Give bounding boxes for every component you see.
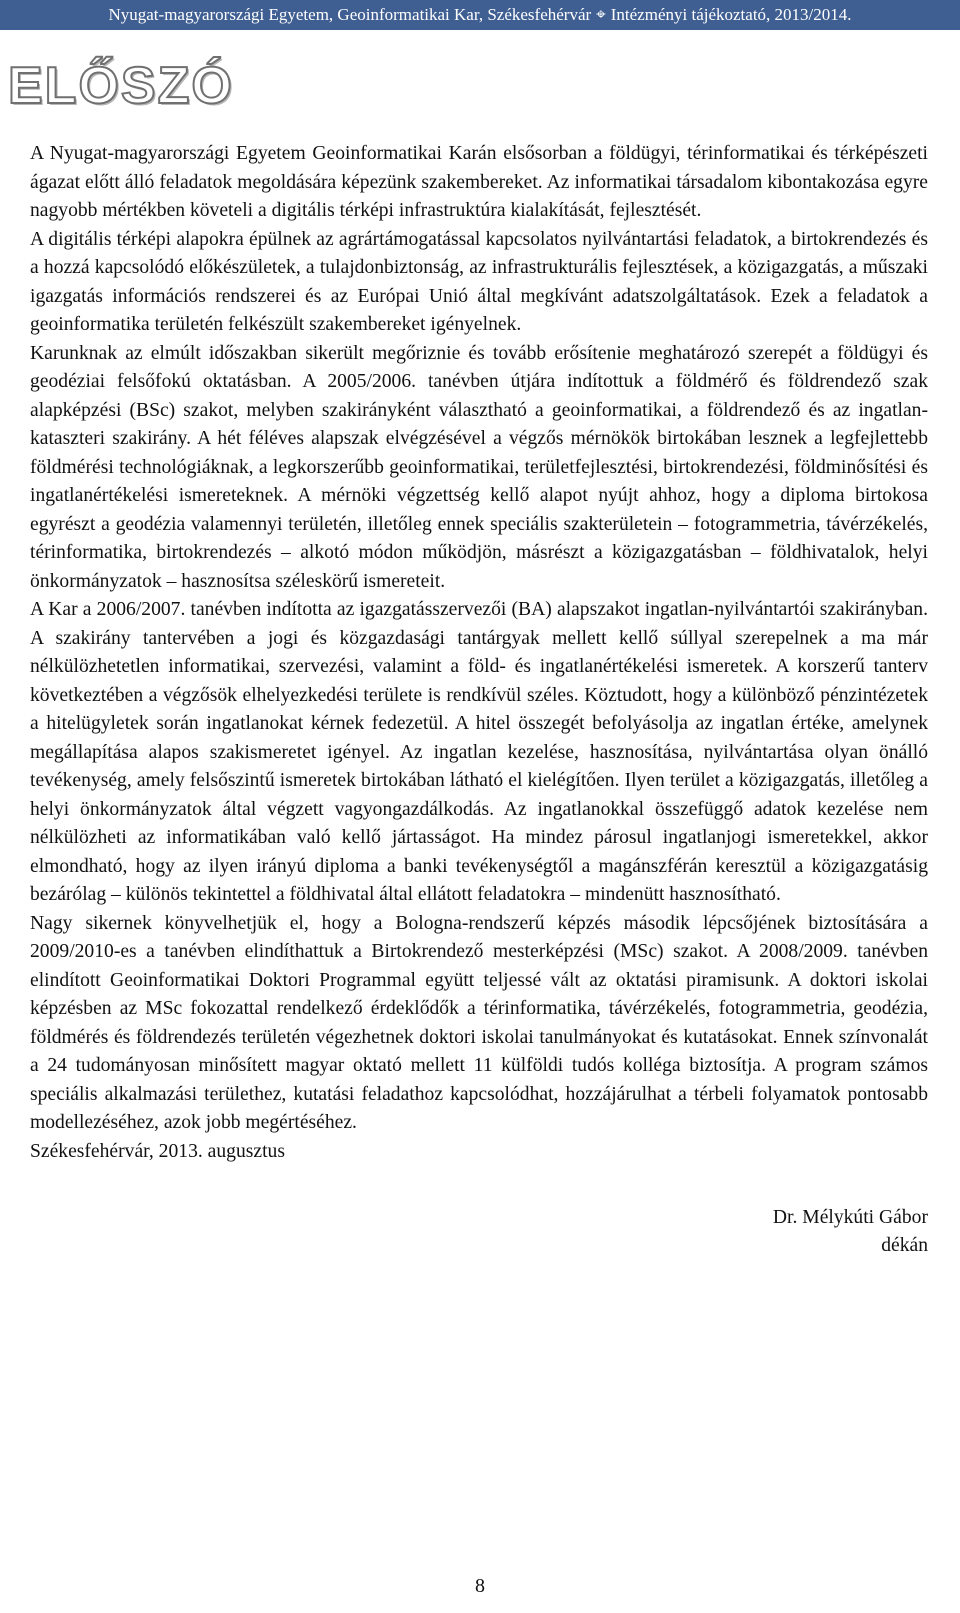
paragraph-ba: A Kar a 2006/2007. tanévben indította az igazgatásszervezői (BA) alapszakot ingatlan-nyilvántartói szakirányban. A szakirány tantervében a jogi és közgazdasági tantárgyak mellett kellő súllyal szerepelnek a ma már nélkülözhetetlen informatikai, szervezési, valamint a föld- és ingatlanértékelési ismeretek. A korszerű tanterv következtében a végzősök elhelyezkedési területe is rendkívül széles. Köztudott, hogy a különböző pénzintézetek a hitelügyletek során ingatlanokat kérnek fedezetül. A hitel összegét befolyásolja az ingatlan értéke, amelynek megállapítása alapos szakismeretet igényel. Az ingatlan kezelése, hasznosítása, nyilvántartása olyan önálló tevékenység, amely felsőszintű ismeretek birtokában látható el kielégítően. Ilyen terület a közigazgatás, illetőleg a helyi önkormányzatok által végzett vagyongazdálkodás. Az ingatlanokkal összefüggő adatok kezelése nem nélkülözheti az informatikában való kellő jártasságot. Ha mindez párosul ingatlanjogi ismeretekkel, akkor elmondható, hogy az ilyen irányú diploma a banki tevékenységtől a magánszférán keresztül a közigazgatásig bezárólag – különös tekintettel a földhivatal által ellátott feladatokra – mindenütt hasznosítható. [30, 599, 928, 905]
page-title: ELŐSZÓ [8, 57, 234, 115]
header-left-text: Nyugat-magyarországi Egyetem, Geoinformatikai Kar, Székesfehérvár [108, 5, 592, 24]
signature-name: Dr. Mélykúti Gábor [772, 1207, 928, 1228]
signature-block [30, 1204, 928, 1260]
paragraph-msc-phd: Nagy sikernek könyvelhetjük el, hogy a Bologna-rendszerű képzés második lépcsőjének biztosítására a 2009/2010-es a tanévben elindíthattuk a Birtokrendező mesterképzési (MSc) szakot. A 2008/2009. tanévben elindított Geoinformatikai Doktori Programmal együtt teljessé vált az oktatási piramisunk. A doktori iskolai képzésben az MSc fokozattal rendelkező érdeklődők a térinformatika, távérzékelés, fotogrammetria, geodézia, földmérés és földrendezés területén végezhetnek doktori iskolai tanulmányokat és kutatásokat. Ennek színvonalát a 24 tudományosan minősített magyar oktató mellett 11 külföldi tudós kollégа biztosítja. A program számos speciális alkalmazási területhez, kutatási feladathoz kapcsolódhat, hozzájárulhat a térbeli folyamatok pontosabb modellezéséhez, azok jobb megértéséhez. [30, 912, 928, 1133]
header-right-text: Intézményi tájékoztató, 2013/2014. [610, 5, 852, 24]
separator-icon: ⌖ [596, 5, 606, 24]
signature-title: dékán [881, 1235, 928, 1256]
place-date: Székesfehérvár, 2013. augusztus [30, 1140, 285, 1162]
paragraph-digital-maps: A digitális térképi alapokra épülnek az agrártámogatással kapcsolatos nyilvántartási feladatok, a birtokrendezés és a hozzá kapcsolódó előkészületek, a tulajdonbiztonság, az infrastrukturális fejlesztések, a közigazgatás, a műszaki igazgatás információs rendszerei és az Európai Unió által megkívánt adatszolgáltatások. Ezek a feladatok a geoinformatika területén felkészült szakembereket igényelnek. [30, 228, 928, 335]
body-text [30, 140, 928, 1260]
paragraph-bsc: Karunknak az elmúlt időszakban sikerült megőriznie és tovább erősítenie meghatározó szerepét a földügyi és geodéziai felsőfokú oktatásban. A 2005/2006. tanévben útjára indítottuk a földmérő és földrendező szak alapképzési (BSc) szakot, melyben szakirányként választható a geoinformatikai, a földrendező és az ingatlan-kataszteri szakirány. A hét féléves alapszak elvégzésével a végzős mérnökök birtokában lesznek a legfejlettebb földmérési technológiáknak, a legkorszerűbb geoinformatikai, területfejlesztési, birtokrendezési, földminősítési és ingatlanértékelési ismereteknek. A mérnöki végzettség kellő alapot nyújt ahhoz, hogy a diploma birtokosa egyrészt a geodézia valamennyi területén, illetőleg ennek speciális szakterületein – fotogrammetria, távérzékelés, térinformatika, birtokrendezés – alkotó módon működjön, másrészt a közigazgatásban – földhivatalok, helyi önkormányzatok – hasznosítsa széleskörű ismereteit. [30, 342, 928, 592]
running-header [0, 0, 960, 30]
page-number: 8 [475, 1575, 485, 1597]
paragraph-intro: A Nyugat-magyarországi Egyetem Geoinformatikai Karán elsősorban a földügyi, térinformatikai és térképészeti ágazat előtt álló feladatok megoldására képezünk szakembereket. Az informatikai társadalom kibontakozása egyre nagyobb mértékben követeli a digitális térképi infrastruktúra kialakítását, fejlesztését. [30, 143, 928, 221]
